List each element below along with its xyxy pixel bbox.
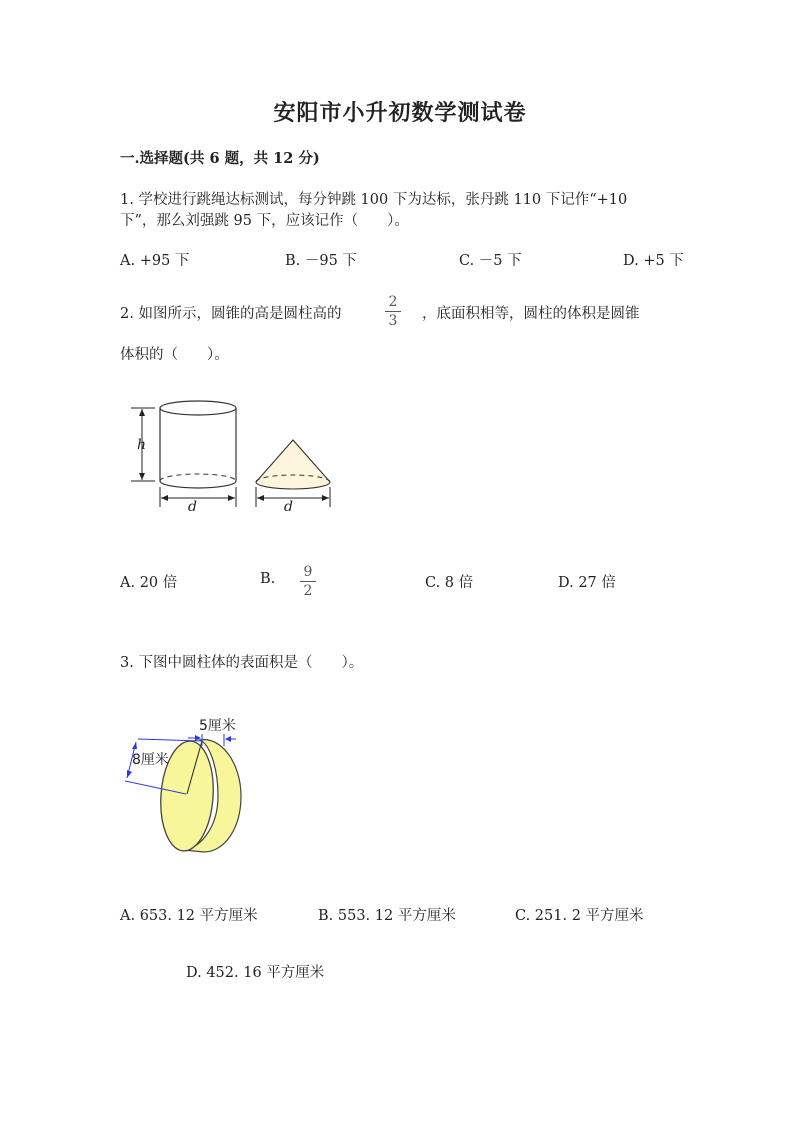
question-2-line-2: 体积的（ ）。 bbox=[120, 347, 229, 363]
page-title: 安阳市小升初数学测试卷 bbox=[273, 100, 527, 126]
q1-option-c[interactable]: C. －5 下 bbox=[459, 253, 522, 269]
d1-arrow-right bbox=[228, 495, 235, 501]
d2-arrow-right bbox=[322, 495, 329, 501]
q1-option-d[interactable]: D. +5 下 bbox=[623, 253, 684, 269]
width-arrow-right bbox=[225, 736, 231, 742]
q3-option-c[interactable]: C. 251. 2 平方厘米 bbox=[515, 908, 644, 924]
cylinder-cone-figure bbox=[125, 395, 340, 520]
cylinder-base-back bbox=[160, 474, 236, 481]
question-2-line-1-end: ，底面积相等，圆柱的体积是圆锥 bbox=[422, 306, 640, 322]
q2-option-b-fraction bbox=[298, 564, 318, 599]
section-heading: 一.选择题(共 6 题，共 12 分) bbox=[120, 150, 320, 167]
d2-arrow-left bbox=[257, 495, 264, 501]
d1-arrow-left bbox=[161, 495, 168, 501]
q2-option-b-numerator: 9 bbox=[303, 564, 313, 580]
q2-fraction bbox=[383, 294, 403, 329]
radius-ext-top bbox=[138, 739, 202, 741]
q2-option-b-fraction-bar bbox=[300, 581, 316, 582]
d1-label: d bbox=[188, 499, 197, 515]
cone-body bbox=[256, 440, 330, 489]
q3-option-a[interactable]: A. 653. 12 平方厘米 bbox=[120, 908, 258, 924]
question-2-line-1-start: 2. 如图所示，圆锥的高是圆柱高的 bbox=[120, 306, 342, 322]
q2-option-b[interactable]: B. bbox=[260, 571, 276, 587]
h-label: h bbox=[137, 437, 147, 453]
h-arrow-down bbox=[139, 473, 145, 480]
disc-cylinder-figure bbox=[120, 708, 250, 858]
question-3-line-1: 3. 下图中圆柱体的表面积是（ ）。 bbox=[120, 655, 364, 671]
q1-option-b[interactable]: B. －95 下 bbox=[285, 253, 357, 269]
q2-fraction-denominator: 3 bbox=[388, 313, 398, 329]
q2-option-c[interactable]: C. 8 倍 bbox=[425, 575, 474, 591]
d2-label: d bbox=[284, 499, 293, 515]
h-arrow-up bbox=[139, 409, 145, 416]
radius-arrow-bottom bbox=[127, 770, 132, 778]
q2-option-b-denominator: 2 bbox=[303, 583, 313, 599]
q3-option-b[interactable]: B. 553. 12 平方厘米 bbox=[318, 908, 456, 924]
question-1-line-1: 1. 学校进行跳绳达标测试，每分钟跳 100 下为达标，张丹跳 110 下记作“+10 bbox=[120, 192, 628, 208]
q2-fraction-bar bbox=[385, 311, 401, 312]
q2-option-a[interactable]: A. 20 倍 bbox=[120, 575, 178, 591]
q1-option-a[interactable]: A. +95 下 bbox=[120, 253, 190, 269]
cylinder-top bbox=[160, 401, 236, 415]
width-label: 5厘米 bbox=[199, 718, 236, 734]
q2-fraction-numerator: 2 bbox=[388, 294, 398, 310]
radius-label: 8厘米 bbox=[132, 752, 169, 768]
question-1-line-2: 下”，那么刘强跳 95 下，应该记作（ ）。 bbox=[120, 213, 409, 229]
cylinder-base-front bbox=[160, 481, 236, 488]
q2-option-d[interactable]: D. 27 倍 bbox=[558, 575, 616, 591]
q3-option-d[interactable]: D. 452. 16 平方厘米 bbox=[186, 965, 325, 981]
